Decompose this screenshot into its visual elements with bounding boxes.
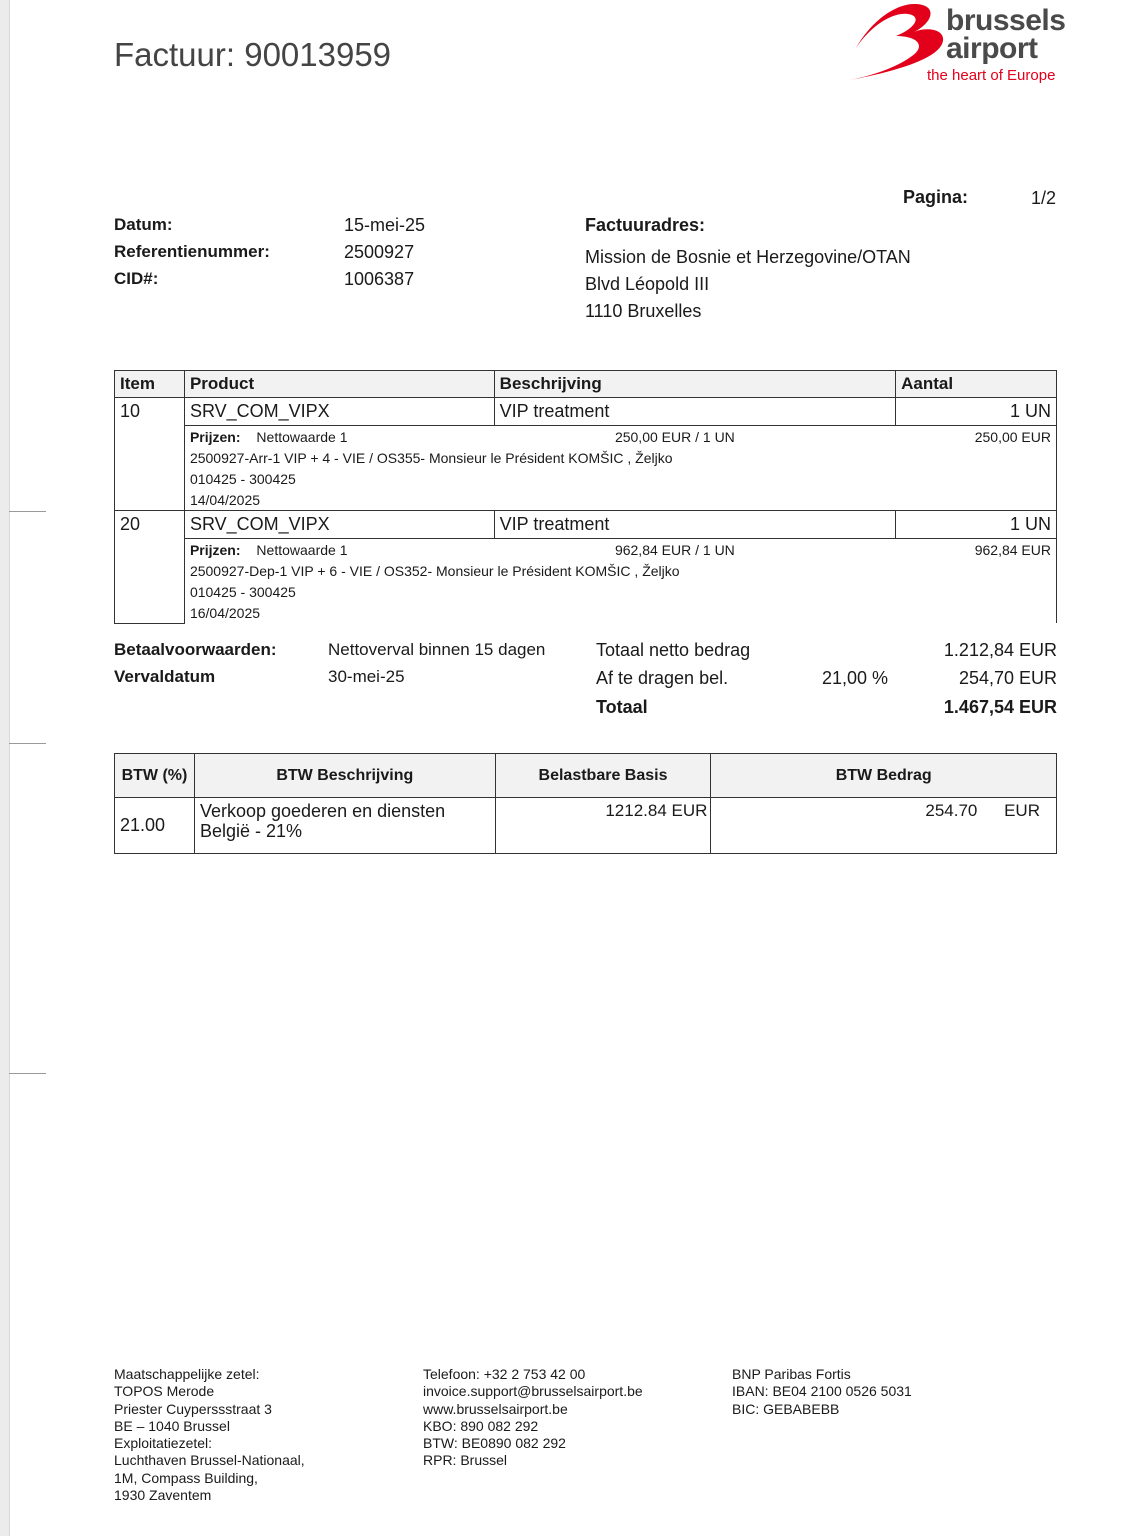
footer-line: invoice.support@brusselsairport.be <box>423 1383 643 1400</box>
product-code: SRV_COM_VIPX <box>184 398 494 426</box>
column-header: BTW Bedrag <box>711 754 1057 798</box>
page-number: 1/2 <box>1031 188 1057 208</box>
footer-line: 1M, Compass Building, <box>114 1469 258 1486</box>
price-row <box>115 539 1057 561</box>
footer-line: BNP Paribas Fortis <box>732 1366 851 1382</box>
footer-bank <box>732 1366 912 1418</box>
product-code: SRV_COM_VIPX <box>184 511 494 539</box>
due-date-label: Vervaldatum <box>114 667 216 686</box>
item-period: 010425 - 300425 <box>184 468 1056 489</box>
quantity: 1 UN <box>896 511 1057 539</box>
footer-line: Maatschappelijke zetel: <box>114 1366 260 1382</box>
item-number: 10 <box>115 398 185 511</box>
cid-value: 1006387 <box>344 269 415 289</box>
column-header: Item <box>115 371 185 398</box>
item-detail: 2500927-Arr-1 VIP + 4 - VIE / OS355- Monsieur le Président KOMŠIC , Željko <box>184 447 1056 468</box>
brussels-airport-logo <box>842 2 1064 90</box>
price-type: Nettowaarde 1 <box>256 541 348 558</box>
footer-line: TOPOS Merode <box>114 1383 215 1400</box>
vat-amount: 254.70 <box>925 801 978 820</box>
unit-price: 250,00 EUR / 1 UN <box>614 428 735 445</box>
footer-line: 1930 Zaventem <box>114 1487 212 1504</box>
item-number: 20 <box>115 511 185 624</box>
line-amount: 962,84 EUR <box>974 541 1051 558</box>
items-table <box>114 370 1057 624</box>
column-header: BTW (%) <box>115 754 195 798</box>
product-description: VIP treatment <box>494 511 895 539</box>
footer-line: BE – 1040 Brussel <box>114 1417 230 1434</box>
line-amount: 250,00 EUR <box>974 428 1051 445</box>
column-header: Belastbare Basis <box>495 754 711 798</box>
vat-description-line: Verkoop goederen en diensten <box>199 801 446 821</box>
footer-line: Exploitatiezetel: <box>114 1435 213 1452</box>
payment-terms-value: Nettoverval binnen 15 dagen <box>328 640 546 659</box>
item-date: 16/04/2025 <box>184 602 1056 623</box>
footer-line: BTW: BE0890 082 292 <box>423 1435 566 1452</box>
billing-address-line: 1110 Bruxelles <box>585 301 702 321</box>
item-date: 14/04/2025 <box>184 489 1056 511</box>
footer-contact <box>423 1366 643 1470</box>
quantity: 1 UN <box>896 398 1057 426</box>
table-row <box>115 798 1057 854</box>
footer-line: Luchthaven Brussel-Nationaal, <box>114 1452 305 1469</box>
cid-label: CID#: <box>114 269 159 288</box>
vat-due-label: Af te dragen bel. <box>596 668 729 688</box>
grand-total-label: Totaal <box>596 697 648 717</box>
footer-line: IBAN: BE04 2100 0526 5031 <box>732 1383 912 1400</box>
price-label: Prijzen: <box>189 428 241 445</box>
vat-due-value: 254,70 EUR <box>958 668 1057 688</box>
page-label: Pagina: <box>903 187 969 207</box>
footer-line: BIC: GEBABEBB <box>732 1400 840 1417</box>
column-header: Product <box>184 371 494 398</box>
vat-description-cell <box>194 798 495 854</box>
net-total-label: Totaal netto bedrag <box>596 640 751 660</box>
billing-address-line: Mission de Bosnie et Herzegovine/OTAN <box>585 247 911 267</box>
date-value: 15-mei-25 <box>344 215 426 235</box>
vat-description-line: België - 21% <box>199 821 303 841</box>
vat-currency: EUR <box>1004 801 1040 820</box>
footer-line: www.brusselsairport.be <box>423 1400 568 1417</box>
footer-registered-office <box>114 1366 305 1504</box>
vat-rate: 21,00 % <box>822 668 889 688</box>
table-row <box>115 511 1057 539</box>
column-header: Aantal <box>896 371 1057 398</box>
unit-price: 962,84 EUR / 1 UN <box>614 541 735 558</box>
logo-text-brussels: brussels <box>946 4 1066 37</box>
fold-mark <box>9 1073 46 1074</box>
logo-text-airport: airport <box>946 32 1038 65</box>
footer-line: Priester Cuyperssstraat 3 <box>114 1400 272 1417</box>
net-total-value: 1.212,84 EUR <box>943 640 1057 660</box>
vat-rate-cell: 21.00 <box>115 798 195 854</box>
vat-table-header <box>115 754 1057 798</box>
table-row <box>115 398 1057 426</box>
taxable-base-cell: 1212.84 EUR <box>495 798 711 854</box>
grand-total-value: 1.467,54 EUR <box>943 697 1057 717</box>
date-label: Datum: <box>114 215 173 234</box>
footer-line: RPR: Brussel <box>423 1452 508 1469</box>
column-header: BTW Beschrijving <box>194 754 495 798</box>
reference-value: 2500927 <box>344 242 415 262</box>
footer-line: Telefoon: +32 2 753 42 00 <box>423 1366 586 1382</box>
invoice-title: Factuur: 90013959 <box>114 36 392 73</box>
price-type: Nettowaarde 1 <box>256 428 348 445</box>
price-row <box>115 426 1057 448</box>
item-detail: 2500927-Dep-1 VIP + 6 - VIE / OS352- Monsieur le Président KOMŠIC , Željko <box>184 560 1056 581</box>
vat-table <box>114 753 1057 854</box>
logo-tagline: the heart of Europe <box>927 67 1056 84</box>
product-description: VIP treatment <box>494 398 895 426</box>
due-date-value: 30-mei-25 <box>328 667 405 686</box>
fold-mark <box>9 743 46 744</box>
column-header: Beschrijving <box>494 371 895 398</box>
payment-terms-label: Betaalvoorwaarden: <box>114 640 277 659</box>
reference-label: Referentienummer: <box>114 242 270 261</box>
page-edge <box>0 0 10 1536</box>
fold-mark <box>9 511 46 512</box>
price-label: Prijzen: <box>189 541 241 558</box>
billing-address-label: Factuuradres: <box>585 215 706 235</box>
item-period: 010425 - 300425 <box>184 581 1056 602</box>
billing-address-line: Blvd Léopold III <box>585 274 710 294</box>
vat-amount-cell <box>711 798 1057 854</box>
items-table-header <box>115 371 1057 398</box>
footer-line: KBO: 890 082 292 <box>423 1417 539 1434</box>
